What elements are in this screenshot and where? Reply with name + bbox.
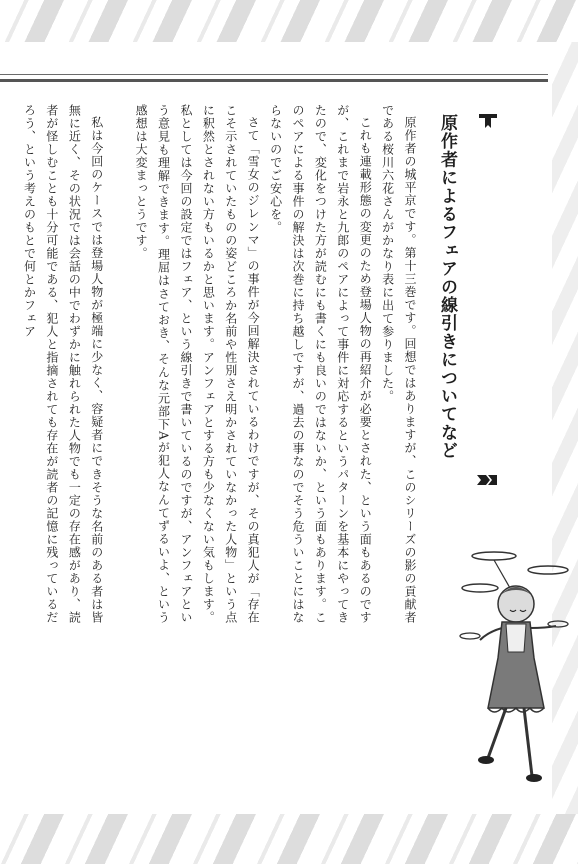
bookmark-icon bbox=[476, 472, 498, 488]
character-illustration bbox=[458, 548, 570, 796]
book-icon bbox=[478, 112, 498, 130]
bottom-stripe-decoration bbox=[0, 814, 578, 864]
paragraph-4: 私は今回のケースでは登場人物が極端に少なく、容疑者にできそうな名前のある者は皆無に近く、その状況では会話の中でわずかに触れられた人物でも一定の存在感があり、読者が怪しむことも十分可能である、犯人と指摘されても存在が読者の記憶に残っているだろう、という考えのもとで何とかフェア bbox=[22, 104, 104, 624]
top-stripe-decoration bbox=[0, 0, 578, 42]
paragraph-3: さて「雪女のジレンマ」の事件が今回解決されているわけですが、その真犯人が「存在こそ示されていたものの姿どころか名前や性別さえ明かされていなかった人物」という点に釈然とされない方もいるかと思います。アンフェアとする方も少なくない気もします。私としては今回の設定ではフェア、という線引きで書いているのですが、アンフェアという意見も理解できます。理屈はさておき、そんな元部下Aが犯人なんてずるいよ、という感想は大変まっとうです。 bbox=[134, 104, 261, 624]
header-rule-thick bbox=[0, 79, 548, 82]
paragraph-2: これも連載形態の変更のため登場人物の再紹介が必要とされた、という面もあるのですが、これまで岩永と九郎のペアによって事件に対応するというパターンを基本にやってきたので、変化をつけた方が読むにも書くにも良いのではないか、という面もあります。このペアによる事件の解決は次巻に持ち越しですが、過去の事なのでそう危ういことにはならないのでご安心を。 bbox=[268, 104, 373, 624]
header-rule-thin bbox=[0, 74, 548, 75]
body-text bbox=[18, 104, 421, 624]
page-title: 原作者によるフェアの線引きについてなど bbox=[437, 114, 457, 460]
article-body bbox=[22, 104, 460, 624]
paragraph-1: 原作者の城平京です。第十三巻です。回想ではありますが、このシリーズの影の貢献者である桜川六花さんがかなり表に出て参りました。 bbox=[380, 104, 417, 624]
